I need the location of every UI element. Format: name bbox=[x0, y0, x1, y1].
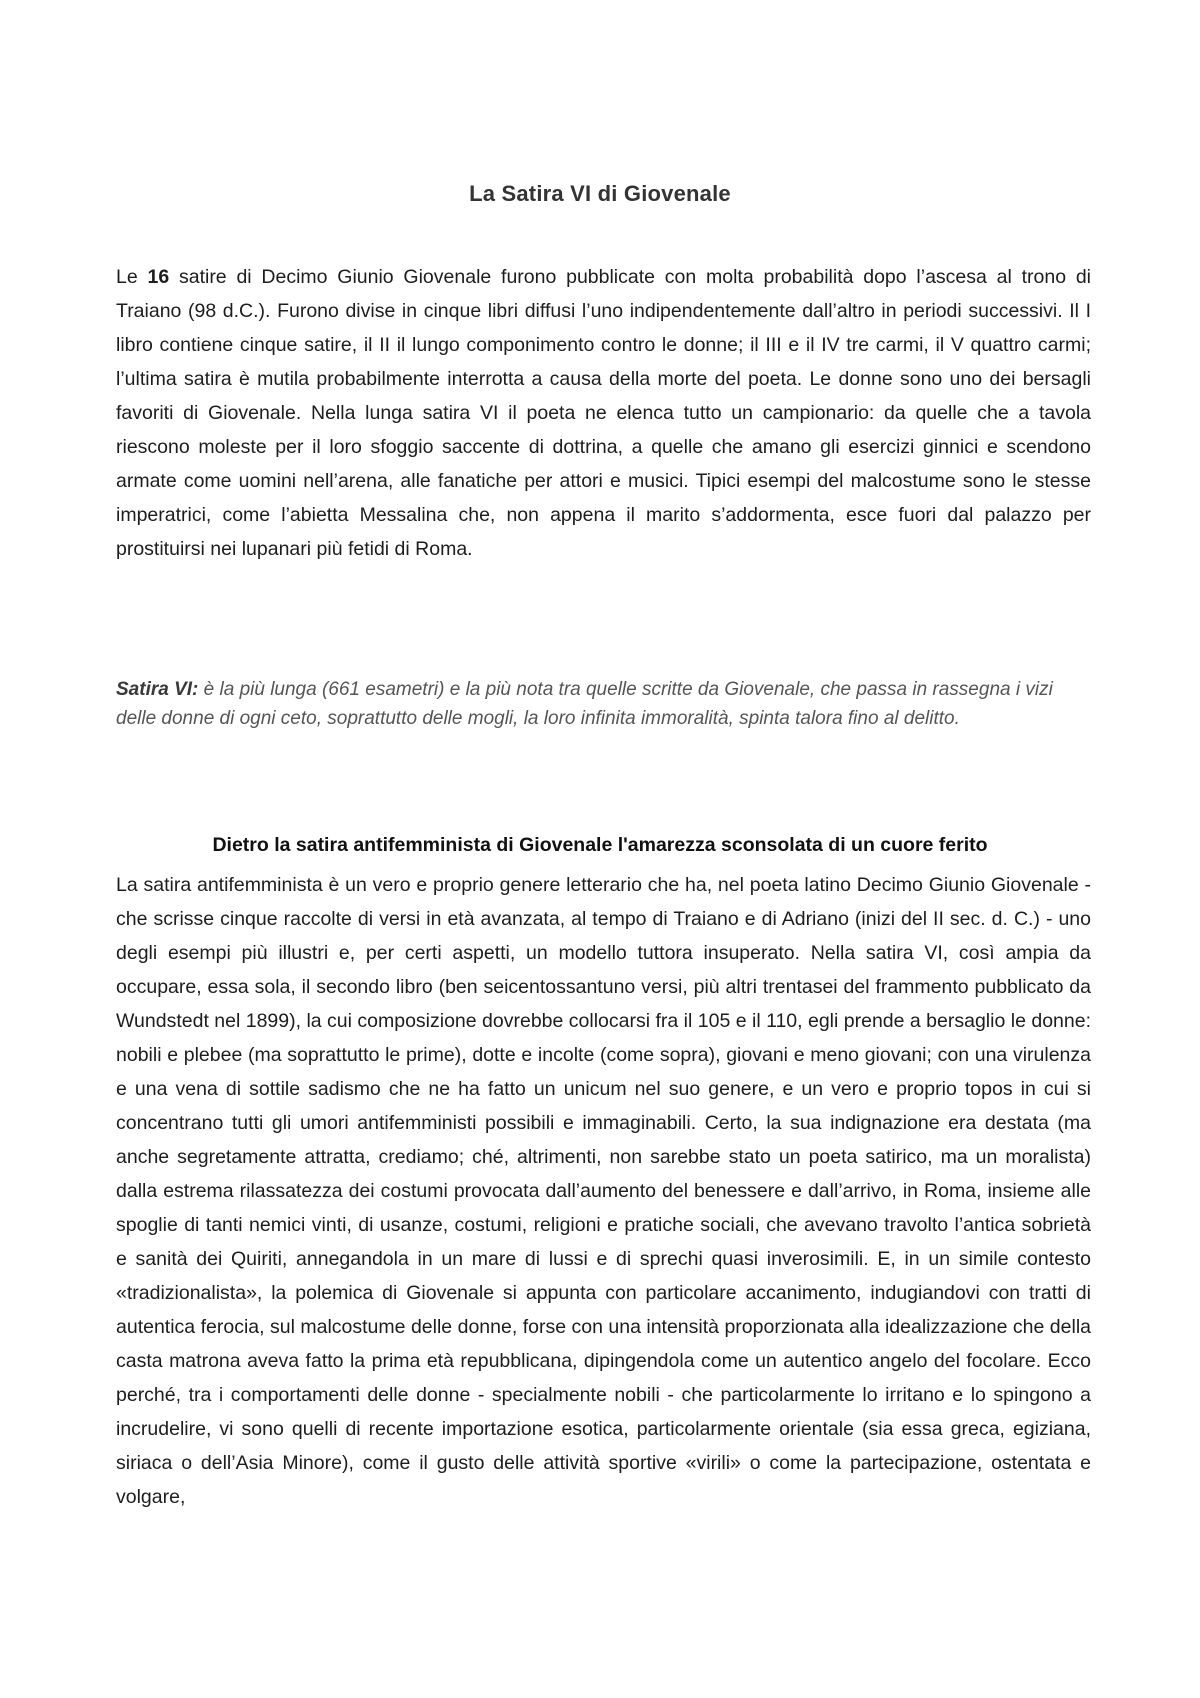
page-title: La Satira VI di Giovenale bbox=[469, 180, 731, 206]
satire-count: 16 bbox=[147, 266, 170, 288]
note-text: è la più lunga (661 esametri) e la più nota tra quelle scritte da Giovenale, che passa in rassegna i vizi delle donne di ogni ceto, soprattutto delle mogli, la loro infinita immoralità, spinta talora fino al delitto. bbox=[116, 679, 1053, 729]
section-subheading: Dietro la satira antifemminista di Giovenale l'amarezza sconsolata di un cuore ferito bbox=[212, 834, 988, 857]
note-lead: Satira VI: bbox=[116, 679, 199, 700]
body-paragraph: La satira antifemminista è un vero e proprio genere letterario che ha, nel poeta latino Decimo Giunio Giovenale - che scrisse cinque raccolte di versi in età avanzata, al tempo di Traiano e di Adriano (inizi del II sec. d. C.) - uno degli esempi più illustri e, per certi aspetti, un modello tuttora insuperato. Nella satira VI, così ampia da occupare, essa sola, il secondo libro (ben seicentossantuno versi, più altri trentasei del frammento pubblicato da Wundstedt nel 1899), la cui composizione dovrebbe collocarsi fra il 105 e il 110, egli prende a bersaglio le donne: nobili e plebee (ma soprattutto le prime), dotte e incolte (come sopra), giovani e meno giovani; con una virulenza e una vena di sottile sadismo che ne ha fatto un unicum nel suo genere, e un vero e proprio topos in cui si concentrano tutti gli umori antifemministi possibili e immaginabili. Certo, la sua indignazione era destata (ma anche segretamente attratta, crediamo; ché, altrimenti, non sarebbe stato un poeta satirico, ma un moralista) dalla estrema rilassatezza dei costumi provocata dall’aumento del benessere e dall’arrivo, in Roma, insieme alle spoglie di tanti nemici vinti, di usanze, costumi, religioni e pratiche sociali, che avevano travolto l’antica sobrietà e sanità dei Quiriti, annegandola in un mare di lussi e di sprechi quasi inverosimili. E, in un simile contesto «tradizionalista», la polemica di Giovenale si appunta con particolare accanimento, indugiandovi con tratti di autentica ferocia, sul malcostume delle donne, forse con una intensità proporzionata alla idealizzazione che della casta matrona aveva fatto la prima età repubblicana, dipingendola come un autentico angelo del focolare. Ecco perché, tra i comportamenti delle donne - specialmente nobili - che particolarmente lo irritano e lo spingono a incrudelire, vi sono quelli di recente importazione esotica, particolarmente orientale (sia essa greca, egiziana, siriaca o dell’Asia Minore), come il gusto delle attività sportive «virili» o come la partecipazione, ostentata e volgare, bbox=[116, 874, 1091, 1508]
intro-text-rest: satire di Decimo Giunio Giovenale furono pubblicate con molta probabilità dopo l’ascesa al trono di Traiano (98 d.C.). Furono divise in cinque libri diffusi l’uno indipendentemente dall’altro in periodi successivi. Il I libro contiene cinque satire, il II il lungo componimento contro le donne; il III e il IV tre carmi, il V quattro carmi; l’ultima satira è mutila probabilmente interrotta a causa della morte del poeta. Le donne sono uno dei bersagli favoriti di Giovenale. Nella lunga satira VI il poeta ne elenca tutto un campionario: da quelle che a tavola riescono moleste per il loro sfoggio saccente di dottrina, a quelle che amano gli esercizi ginnici e scendono armate come uomini nell’arena, alle fanatiche per attori e musici. Tipici esempi del malcostume sono le stesse imperatrici, come l’abietta Messalina che, non appena il marito s’addormenta, esce fuori dal palazzo per prostituirsi nei lupanari più fetidi di Roma. bbox=[116, 266, 1092, 560]
intro-paragraph bbox=[116, 260, 1091, 566]
intro-text-start: Le bbox=[116, 266, 148, 288]
satira-vi-note bbox=[116, 675, 1091, 733]
